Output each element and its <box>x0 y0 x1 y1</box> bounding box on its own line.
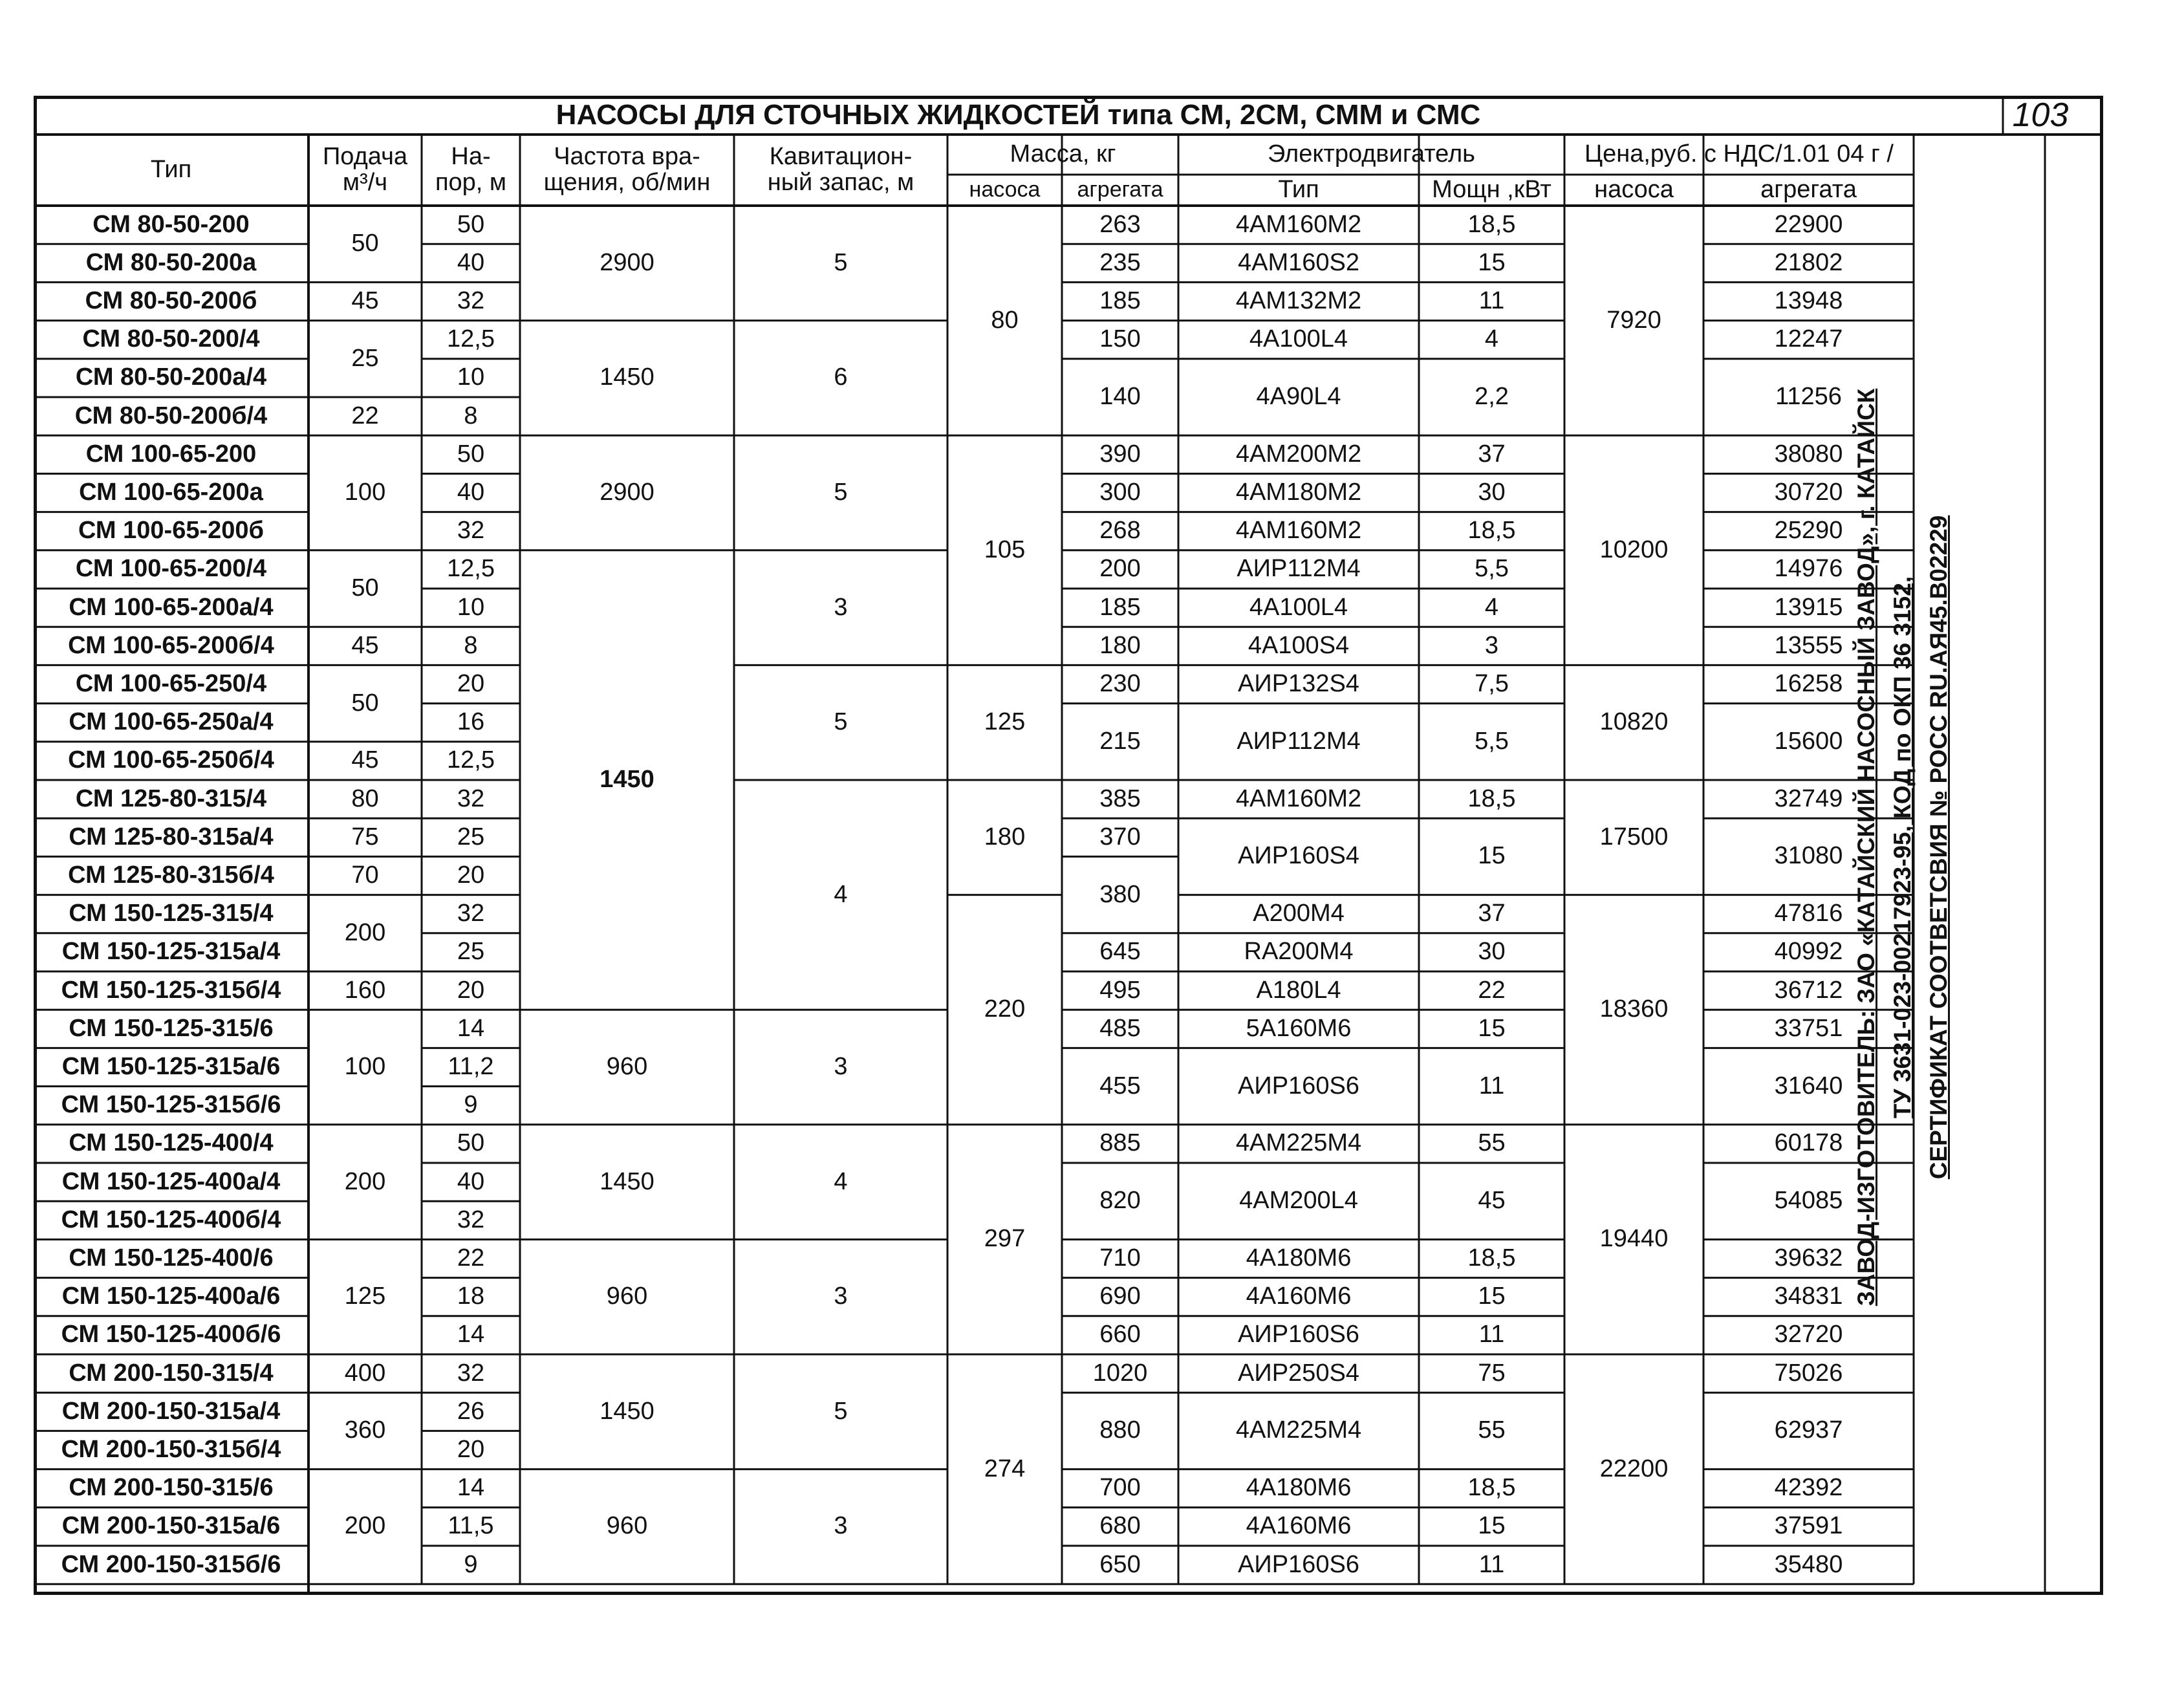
motor-power-cell: 11 <box>1478 1321 1505 1349</box>
pump-type-cell: СМ 80-50-200б <box>85 287 257 315</box>
npsh-cell: 3 <box>834 1283 848 1310</box>
pump-type-cell: СМ 80-50-200а/4 <box>75 363 267 391</box>
pump-type-cell: СМ 150-125-315/4 <box>69 900 274 927</box>
pump-mass-cell: 125 <box>984 708 1026 736</box>
motor-power-cell: 55 <box>1478 1416 1506 1444</box>
motor-type-cell: А180L4 <box>1256 976 1341 1004</box>
flow-cell: 200 <box>344 1167 386 1195</box>
unit-mass-cell: 268 <box>1099 517 1141 545</box>
flow-cell: 80 <box>351 785 379 812</box>
head-cell: 26 <box>457 1397 485 1425</box>
npsh-cell: 6 <box>834 363 848 391</box>
motor-power-cell: 75 <box>1478 1359 1506 1387</box>
head-cell: 12,5 <box>447 325 495 353</box>
pump-type-cell: СМ 100-65-250б/4 <box>68 746 274 774</box>
head-cell: 10 <box>457 593 485 621</box>
unit-mass-cell: 455 <box>1099 1072 1141 1100</box>
motor-type-cell: RA200M4 <box>1244 938 1354 966</box>
unit-price-cell: 39632 <box>1774 1244 1843 1272</box>
motor-power-cell: 7,5 <box>1475 670 1509 698</box>
speed-cell: 1450 <box>600 1167 654 1195</box>
unit-price-cell: 75026 <box>1774 1359 1843 1387</box>
pump-price-cell: 10200 <box>1599 536 1669 563</box>
pump-mass-cell: 180 <box>984 823 1026 850</box>
unit-mass-cell: 390 <box>1099 440 1141 468</box>
motor-type-cell: АИР160S6 <box>1238 1550 1359 1578</box>
flow-cell: 200 <box>344 918 386 946</box>
pump-type-cell: СМ 200-150-315/6 <box>69 1474 274 1502</box>
head-cell: 40 <box>457 248 485 276</box>
unit-mass-cell: 660 <box>1099 1321 1141 1349</box>
npsh-cell: 4 <box>834 1167 848 1195</box>
manufacturer-line: ЗАВОД-ИЗГОТОВИТЕЛЬ: ЗАО «КАТАЙСКИЙ НАСОСНЫЙ ЗАВОД», г. КАТАЙСК <box>1853 388 1879 1306</box>
motor-type-cell: 5А160М6 <box>1246 1014 1352 1042</box>
head-cell: 12,5 <box>447 746 495 774</box>
head-cell: 50 <box>457 1129 485 1157</box>
unit-mass-cell: 700 <box>1099 1474 1141 1502</box>
unit-mass-cell: 200 <box>1099 555 1141 583</box>
head-cell: 32 <box>457 900 485 927</box>
unit-price-cell: 60178 <box>1774 1129 1843 1157</box>
pump-type-cell: СМ 150-125-315а/6 <box>61 1053 281 1081</box>
unit-price-cell: 13555 <box>1774 631 1843 659</box>
header-mass-unit: агрегата <box>1077 177 1163 202</box>
flow-cell: 22 <box>351 402 379 429</box>
header-price-pump: насоса <box>1594 176 1674 204</box>
header-motor-power: Мощн ,кВт <box>1432 176 1552 204</box>
motor-power-cell: 3 <box>1484 631 1499 659</box>
pump-type-cell: СМ 100-65-250а/4 <box>69 708 274 736</box>
header-motor-type: Тип <box>1278 176 1319 204</box>
head-cell: 8 <box>464 402 478 429</box>
pump-type-cell: СМ 150-125-400б/4 <box>61 1206 281 1233</box>
unit-price-cell: 11256 <box>1775 383 1842 411</box>
pump-price-cell: 18360 <box>1599 995 1669 1023</box>
motor-power-cell: 5,5 <box>1475 555 1509 583</box>
head-cell: 12,5 <box>447 555 495 583</box>
unit-mass-cell: 385 <box>1099 785 1141 812</box>
header-type: Тип <box>150 156 192 184</box>
motor-power-cell: 11 <box>1478 287 1505 315</box>
head-cell: 32 <box>457 287 485 315</box>
motor-type-cell: АИР112М4 <box>1237 727 1361 755</box>
unit-mass-cell: 885 <box>1099 1129 1141 1157</box>
unit-price-cell: 40992 <box>1774 938 1843 966</box>
pump-type-cell: СМ 150-125-315а/4 <box>61 938 281 966</box>
motor-power-cell: 4 <box>1484 593 1499 621</box>
unit-mass-cell: 880 <box>1099 1416 1141 1444</box>
pump-type-cell: СМ 150-125-315б/4 <box>61 976 281 1004</box>
pump-type-cell: СМ 80-50-200 <box>92 210 250 238</box>
motor-power-cell: 18,5 <box>1467 1244 1516 1272</box>
pump-type-cell: СМ 150-125-400/6 <box>69 1244 274 1272</box>
unit-price-cell: 47816 <box>1774 900 1843 927</box>
pump-type-cell: СМ 100-65-200 <box>85 440 257 468</box>
unit-price-cell: 14976 <box>1774 555 1843 583</box>
pump-type-cell: СМ 200-150-315б/6 <box>61 1550 281 1578</box>
pump-type-cell: СМ 100-65-200б/4 <box>68 631 274 659</box>
pump-price-cell: 19440 <box>1599 1225 1669 1253</box>
pump-type-cell: СМ 100-65-200/4 <box>75 555 267 583</box>
pump-type-cell: СМ 150-125-400а/6 <box>61 1283 281 1310</box>
unit-price-cell: 54085 <box>1774 1187 1843 1215</box>
manufacturer-note-text <box>1848 389 1957 1306</box>
flow-cell: 45 <box>351 746 379 774</box>
unit-mass-cell: 495 <box>1099 976 1141 1004</box>
unit-mass-cell: 680 <box>1099 1512 1141 1540</box>
npsh-cell: 5 <box>834 248 848 276</box>
pump-mass-cell: 297 <box>984 1225 1026 1253</box>
head-cell: 20 <box>457 670 485 698</box>
flow-cell: 400 <box>344 1359 386 1387</box>
flow-cell: 25 <box>351 344 379 372</box>
flow-cell: 125 <box>344 1283 386 1310</box>
header-mass: Масса, кг <box>1010 140 1116 168</box>
unit-price-cell: 30720 <box>1774 479 1843 506</box>
head-cell: 25 <box>457 938 485 966</box>
flow-cell: 100 <box>344 479 386 506</box>
head-cell: 50 <box>457 440 485 468</box>
pump-type-cell: СМ 100-65-200б <box>78 517 264 545</box>
unit-price-cell: 32720 <box>1774 1321 1843 1349</box>
head-cell: 50 <box>457 210 485 238</box>
pump-type-cell: СМ 200-150-315б/4 <box>61 1436 281 1464</box>
unit-price-cell: 15600 <box>1774 727 1843 755</box>
unit-price-cell: 22900 <box>1774 210 1843 238</box>
motor-type-cell: А200М4 <box>1253 900 1345 927</box>
motor-power-cell: 18,5 <box>1467 1474 1516 1502</box>
head-cell: 8 <box>464 631 478 659</box>
pump-type-cell: СМ 200-150-315а/4 <box>61 1397 281 1425</box>
motor-power-cell: 18,5 <box>1467 517 1516 545</box>
unit-mass-cell: 690 <box>1099 1283 1141 1310</box>
head-cell: 11,2 <box>448 1053 494 1081</box>
pump-type-cell: СМ 200-150-315а/6 <box>61 1512 281 1540</box>
head-cell: 32 <box>457 785 485 812</box>
unit-mass-cell: 820 <box>1099 1187 1141 1215</box>
page-number: 103 <box>2012 96 2069 134</box>
flow-cell: 100 <box>344 1053 386 1081</box>
motor-type-cell: АИР112М4 <box>1237 555 1361 583</box>
motor-power-cell: 5,5 <box>1475 727 1509 755</box>
head-cell: 32 <box>457 1206 485 1233</box>
pump-mass-cell: 274 <box>984 1455 1026 1482</box>
motor-type-cell: 4АМ160М2 <box>1235 210 1362 238</box>
unit-mass-cell: 300 <box>1099 479 1141 506</box>
speed-cell: 960 <box>606 1053 648 1081</box>
pump-type-cell: СМ 125-80-315/4 <box>75 785 267 812</box>
header-flow: Подача м³/ч <box>322 143 407 196</box>
head-cell: 32 <box>457 1359 485 1387</box>
unit-mass-cell: 263 <box>1099 210 1141 238</box>
head-cell: 10 <box>457 363 485 391</box>
motor-type-cell: 4А90L4 <box>1256 383 1341 411</box>
pump-type-cell: СМ 150-125-400б/6 <box>61 1321 281 1349</box>
motor-power-cell: 15 <box>1478 1014 1506 1042</box>
npsh-cell: 4 <box>834 880 848 908</box>
pump-type-cell: СМ 80-50-200/4 <box>82 325 260 353</box>
motor-power-cell: 15 <box>1478 842 1506 870</box>
motor-type-cell: 4А160М6 <box>1246 1283 1352 1310</box>
head-cell: 14 <box>457 1474 485 1502</box>
motor-type-cell: 4АМ180М2 <box>1235 479 1362 506</box>
unit-price-cell: 35480 <box>1774 1550 1843 1578</box>
unit-mass-cell: 650 <box>1099 1550 1141 1578</box>
head-cell: 20 <box>457 976 485 1004</box>
pump-type-cell: СМ 150-125-400а/4 <box>61 1167 281 1195</box>
pump-type-cell: СМ 150-125-315/6 <box>69 1014 274 1042</box>
head-cell: 20 <box>457 861 485 889</box>
head-cell: 9 <box>464 1550 478 1578</box>
flow-cell: 75 <box>351 823 379 850</box>
pump-price-table <box>34 96 2103 1595</box>
pump-mass-cell: 220 <box>984 995 1026 1023</box>
motor-power-cell: 18,5 <box>1467 785 1516 812</box>
unit-mass-cell: 185 <box>1099 593 1141 621</box>
motor-type-cell: 4АМ200М2 <box>1235 440 1362 468</box>
motor-power-cell: 11 <box>1478 1072 1505 1100</box>
head-cell: 11,5 <box>448 1512 494 1540</box>
pump-type-cell: СМ 125-80-315а/4 <box>69 823 274 850</box>
speed-cell: 1450 <box>600 766 654 794</box>
unit-price-cell: 21802 <box>1774 248 1843 276</box>
header-speed: Частота вра- щения, об/мин <box>543 143 711 196</box>
flow-cell: 360 <box>344 1416 386 1444</box>
unit-price-cell: 31640 <box>1774 1072 1843 1100</box>
motor-type-cell: 4А180М6 <box>1246 1244 1352 1272</box>
pump-type-cell: СМ 100-65-200а/4 <box>69 593 274 621</box>
motor-power-cell: 37 <box>1478 440 1506 468</box>
unit-mass-cell: 180 <box>1099 631 1141 659</box>
flow-cell: 45 <box>351 287 379 315</box>
header-motor: Электродвигатель <box>1268 140 1475 168</box>
unit-mass-cell: 380 <box>1099 880 1141 908</box>
pump-type-cell: СМ 150-125-315б/6 <box>61 1091 281 1119</box>
speed-cell: 960 <box>606 1512 648 1540</box>
unit-mass-cell: 215 <box>1099 727 1141 755</box>
motor-type-cell: 4АМ160М2 <box>1235 785 1362 812</box>
unit-price-cell: 16258 <box>1774 670 1843 698</box>
motor-type-cell: 4АМ225М4 <box>1235 1129 1362 1157</box>
npsh-cell: 5 <box>834 1397 848 1425</box>
motor-power-cell: 15 <box>1478 1512 1506 1540</box>
motor-type-cell: 4А160М6 <box>1246 1512 1352 1540</box>
motor-type-cell: 4АМ225М4 <box>1235 1416 1362 1444</box>
speed-cell: 960 <box>606 1283 648 1310</box>
unit-mass-cell: 150 <box>1099 325 1141 353</box>
flow-cell: 45 <box>351 631 379 659</box>
pump-mass-cell: 80 <box>991 306 1019 334</box>
head-cell: 16 <box>457 708 485 736</box>
header-mass-pump: насоса <box>969 177 1041 202</box>
motor-type-cell: АИР160S6 <box>1238 1072 1359 1100</box>
pump-mass-cell: 105 <box>984 536 1026 563</box>
head-cell: 18 <box>457 1283 485 1310</box>
motor-power-cell: 15 <box>1478 1283 1506 1310</box>
flow-cell: 70 <box>351 861 379 889</box>
unit-mass-cell: 185 <box>1099 287 1141 315</box>
unit-mass-cell: 235 <box>1099 248 1141 276</box>
head-cell: 20 <box>457 1436 485 1464</box>
motor-power-cell: 30 <box>1478 938 1506 966</box>
head-cell: 9 <box>464 1091 478 1119</box>
unit-price-cell: 13948 <box>1774 287 1843 315</box>
motor-type-cell: 4АМ160М2 <box>1235 517 1362 545</box>
flow-cell: 50 <box>351 230 379 257</box>
motor-type-cell: АИР160S4 <box>1238 842 1359 870</box>
motor-power-cell: 30 <box>1478 479 1506 506</box>
motor-power-cell: 18,5 <box>1467 210 1516 238</box>
flow-cell: 50 <box>351 574 379 602</box>
unit-price-cell: 62937 <box>1774 1416 1843 1444</box>
npsh-cell: 5 <box>834 479 848 506</box>
pump-price-cell: 22200 <box>1599 1455 1669 1482</box>
speed-cell: 1450 <box>600 363 654 391</box>
certificate-line: СЕРТИФИКАТ СООТВЕТСВИЯ № РОСС RU.АЯ45.В02229 <box>1925 515 1952 1180</box>
motor-type-cell: АИР132S4 <box>1238 670 1359 698</box>
motor-type-cell: 4АМ200L4 <box>1239 1187 1358 1215</box>
unit-price-cell: 36712 <box>1774 976 1843 1004</box>
pump-type-cell: СМ 80-50-200б/4 <box>74 402 268 429</box>
motor-power-cell: 37 <box>1478 900 1506 927</box>
header-npsh: Кавитацион- ный запас, м <box>767 143 914 196</box>
head-cell: 22 <box>457 1244 485 1272</box>
pump-type-cell: СМ 125-80-315б/4 <box>68 861 274 889</box>
specification-line: ТУ 3631-023-00217923-95, КОД по ОКП 36 3152, <box>1889 576 1916 1119</box>
motor-type-cell: 4АМ132М2 <box>1235 287 1362 315</box>
speed-cell: 2900 <box>600 248 654 276</box>
unit-price-cell: 34831 <box>1774 1283 1843 1310</box>
head-cell: 32 <box>457 517 485 545</box>
motor-power-cell: 45 <box>1478 1187 1506 1215</box>
unit-mass-cell: 645 <box>1099 938 1141 966</box>
motor-power-cell: 2,2 <box>1475 383 1509 411</box>
unit-price-cell: 37591 <box>1774 1512 1843 1540</box>
unit-price-cell: 38080 <box>1774 440 1843 468</box>
head-cell: 14 <box>457 1014 485 1042</box>
motor-type-cell: 4А100S4 <box>1248 631 1350 659</box>
header-head: На- пор, м <box>435 143 507 196</box>
speed-cell: 1450 <box>600 1397 654 1425</box>
motor-power-cell: 15 <box>1478 248 1506 276</box>
head-cell: 40 <box>457 479 485 506</box>
unit-price-cell: 31080 <box>1774 842 1843 870</box>
unit-price-cell: 33751 <box>1774 1014 1843 1042</box>
pump-type-cell: СМ 80-50-200а <box>85 248 257 276</box>
unit-mass-cell: 485 <box>1099 1014 1141 1042</box>
motor-power-cell: 55 <box>1478 1129 1506 1157</box>
unit-mass-cell: 230 <box>1099 670 1141 698</box>
flow-cell: 200 <box>344 1512 386 1540</box>
pump-type-cell: СМ 100-65-250/4 <box>75 670 267 698</box>
npsh-cell: 3 <box>834 1512 848 1540</box>
flow-cell: 160 <box>344 976 386 1004</box>
head-cell: 14 <box>457 1321 485 1349</box>
pump-price-cell: 7920 <box>1606 306 1661 334</box>
npsh-cell: 5 <box>834 708 848 736</box>
unit-mass-cell: 140 <box>1099 383 1141 411</box>
motor-type-cell: АИР160S6 <box>1238 1321 1359 1349</box>
flow-cell: 50 <box>351 689 379 717</box>
pump-price-cell: 17500 <box>1599 823 1669 850</box>
unit-mass-cell: 710 <box>1099 1244 1141 1272</box>
unit-price-cell: 25290 <box>1774 517 1843 545</box>
unit-price-cell: 42392 <box>1774 1474 1843 1502</box>
pump-type-cell: СМ 100-65-200а <box>79 479 263 506</box>
motor-type-cell: 4А180М6 <box>1246 1474 1352 1502</box>
unit-mass-cell: 370 <box>1099 823 1141 850</box>
speed-cell: 2900 <box>600 479 654 506</box>
npsh-cell: 3 <box>834 593 848 621</box>
head-cell: 25 <box>457 823 485 850</box>
pump-type-cell: СМ 200-150-315/4 <box>69 1359 274 1387</box>
unit-price-cell: 13915 <box>1774 593 1843 621</box>
head-cell: 40 <box>457 1167 485 1195</box>
unit-price-cell: 12247 <box>1774 325 1843 353</box>
pump-type-cell: СМ 150-125-400/4 <box>69 1129 274 1157</box>
motor-type-cell: АИР250S4 <box>1238 1359 1359 1387</box>
header-price-unit: агрегата <box>1760 176 1857 204</box>
unit-price-cell: 32749 <box>1774 785 1843 812</box>
header-price: Цена,руб. с НДС/1.01 04 г / <box>1584 140 1894 168</box>
motor-power-cell: 4 <box>1484 325 1499 353</box>
motor-power-cell: 22 <box>1478 976 1506 1004</box>
pump-price-cell: 10820 <box>1599 708 1669 736</box>
motor-type-cell: 4А100L4 <box>1249 325 1348 353</box>
unit-mass-cell: 1020 <box>1092 1359 1148 1387</box>
motor-type-cell: 4А100L4 <box>1249 593 1348 621</box>
npsh-cell: 3 <box>834 1053 848 1081</box>
table-title: НАСОСЫ ДЛЯ СТОЧНЫХ ЖИДКОСТЕЙ типа СМ, 2СМ, СММ и СМС <box>556 98 1481 131</box>
motor-type-cell: 4АМ160S2 <box>1237 248 1359 276</box>
motor-power-cell: 11 <box>1478 1550 1505 1578</box>
